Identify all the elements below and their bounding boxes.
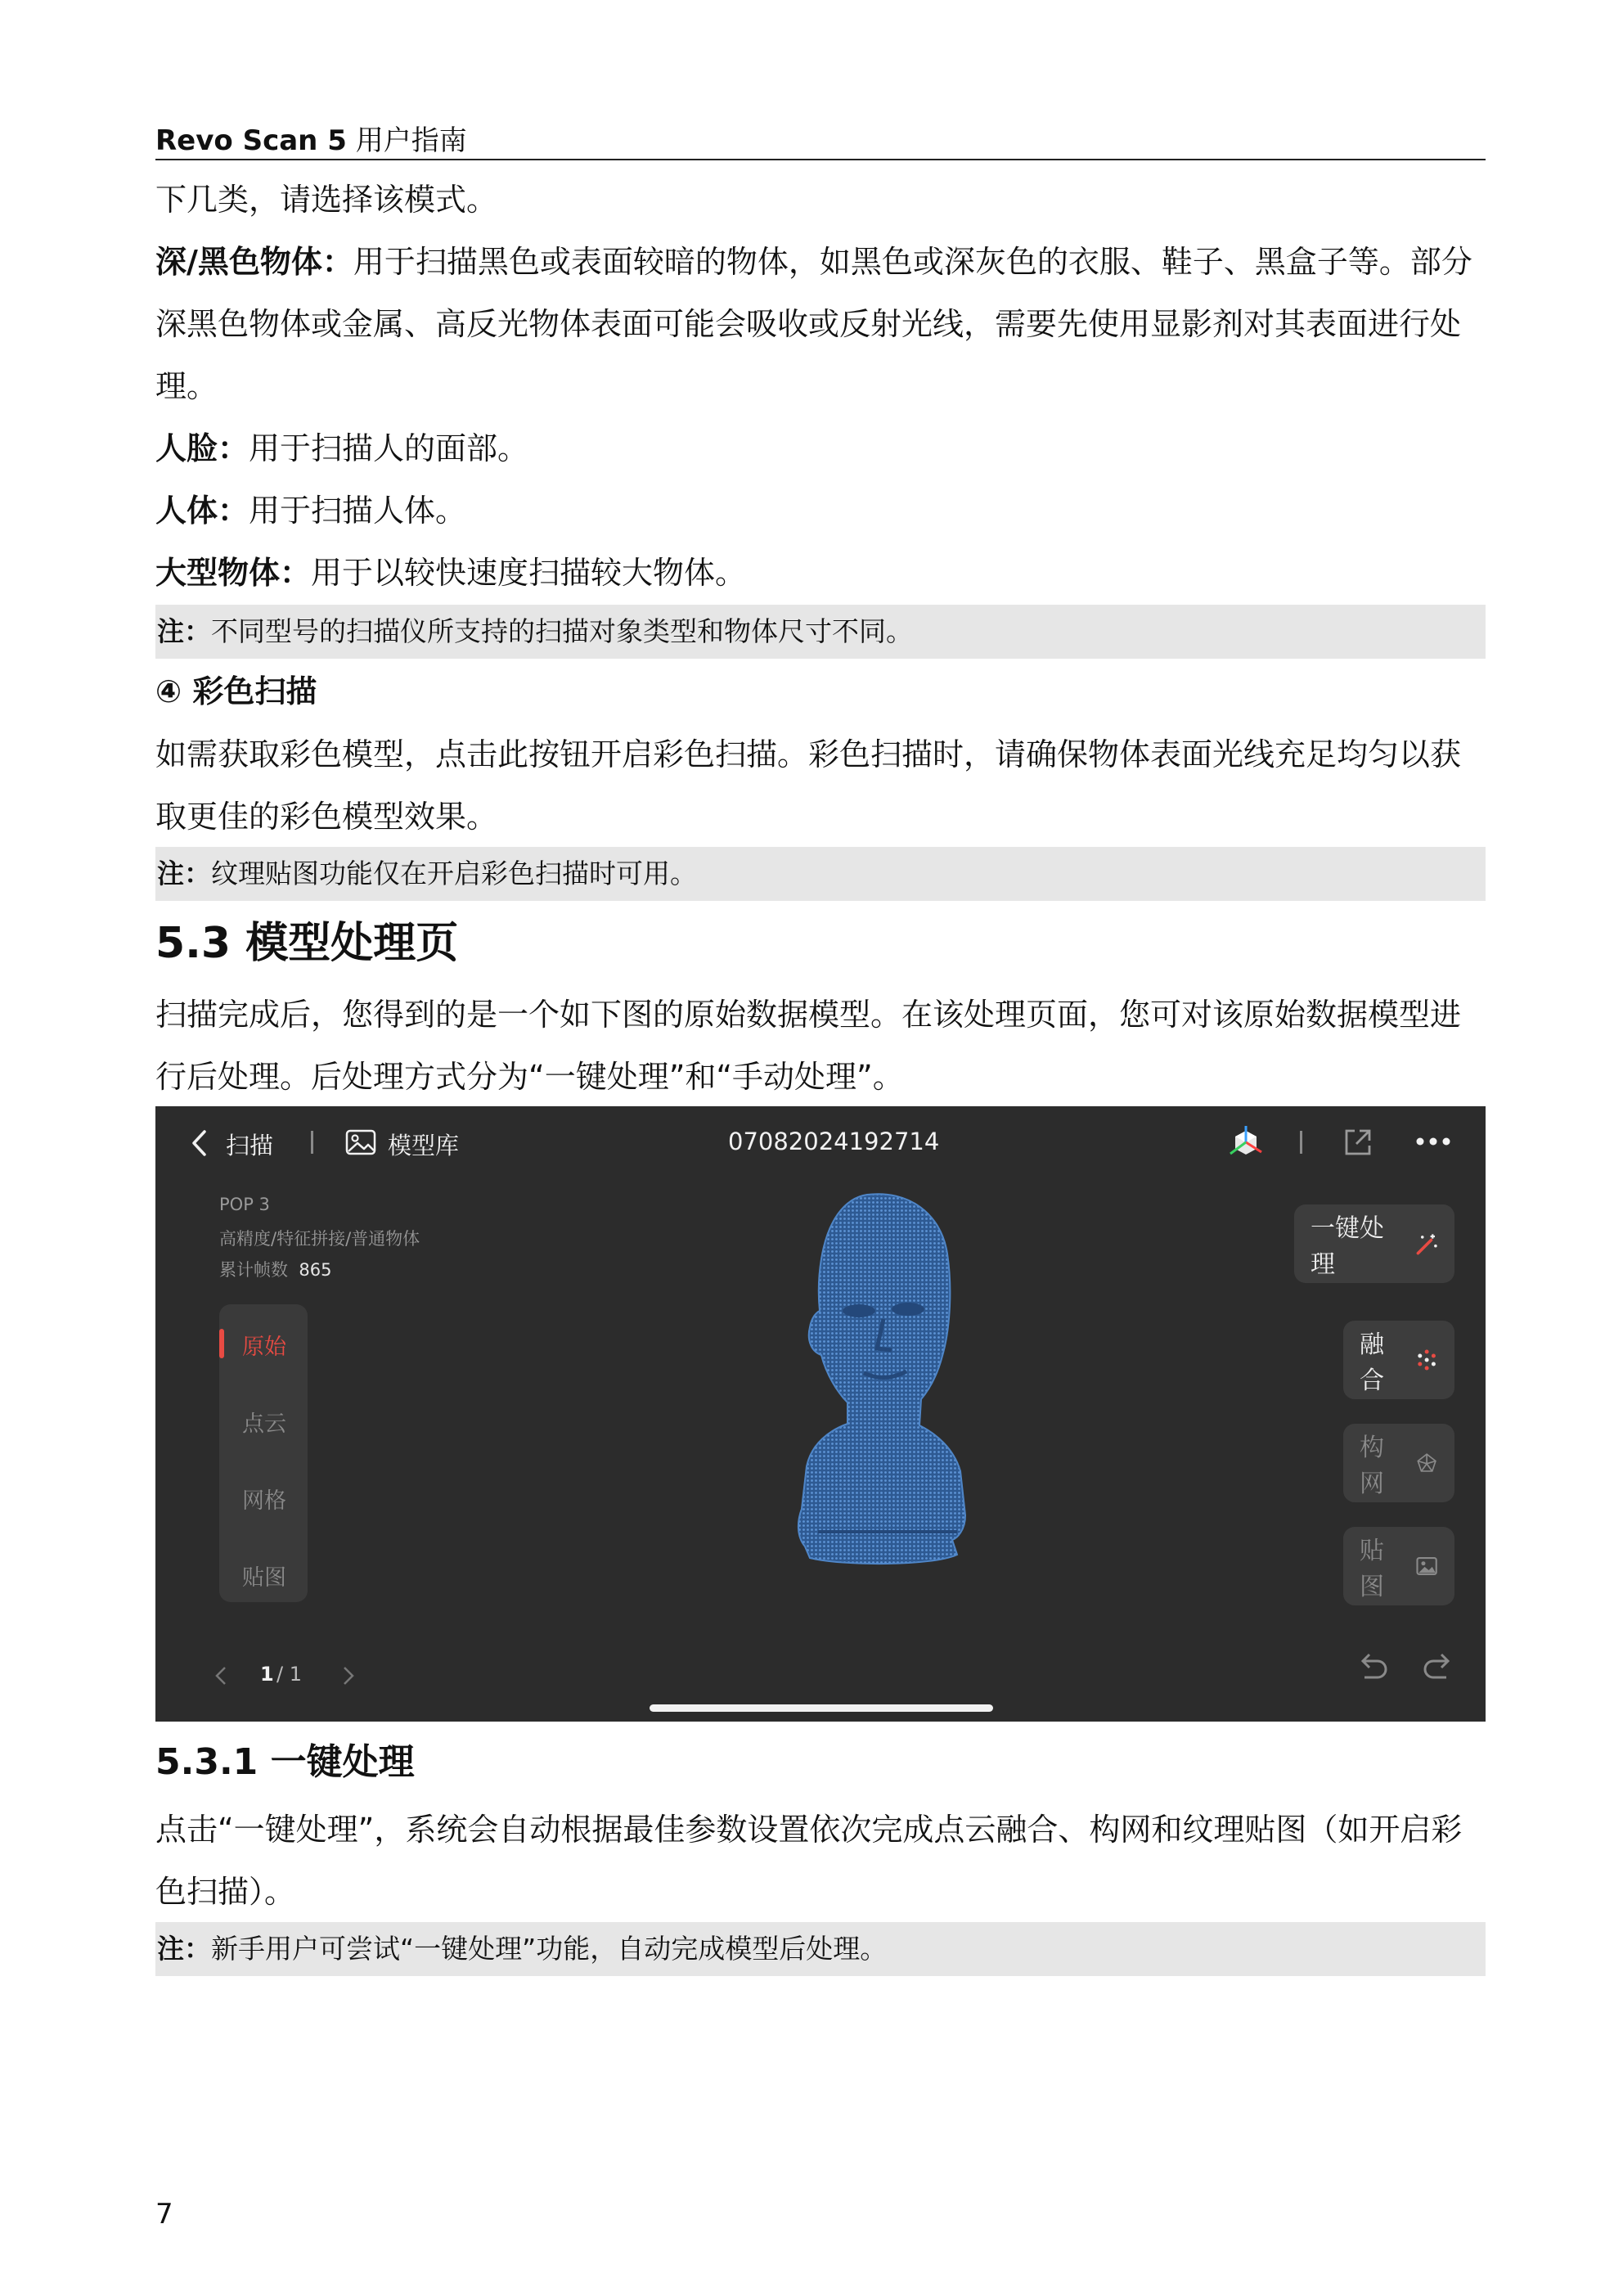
frame-count (219, 1257, 331, 1281)
undo-icon[interactable] (1356, 1650, 1391, 1684)
note-text: 不同型号的扫描仪所支持的扫描对象类型和物体尺寸不同。 (211, 615, 913, 647)
total-pages: / 1 (276, 1663, 302, 1686)
fuse-button[interactable] (1343, 1321, 1454, 1399)
image-texture-icon (1415, 1552, 1438, 1580)
note-texture (155, 847, 1486, 901)
axis-cube-icon[interactable] (1227, 1124, 1265, 1162)
header-doc-title: 用户指南 (355, 124, 467, 157)
face-label: 人脸： (155, 430, 250, 466)
heading-color-scan: ④ 彩色扫描 (155, 673, 317, 709)
fuse-label: 融合 (1360, 1330, 1384, 1395)
magic-wand-icon (1414, 1230, 1438, 1258)
paragraph-intro: 下几类，请选择该模式。 (155, 182, 498, 218)
paragraph-body (155, 479, 1486, 542)
model-processing-screenshot (155, 1106, 1486, 1722)
note-label: 注： (157, 615, 211, 647)
sidebar-item-point-cloud[interactable]: 点云 (242, 1411, 286, 1437)
next-page-icon[interactable] (342, 1666, 355, 1686)
device-name: POP 3 (219, 1195, 270, 1214)
model-id: 07082024192714 (728, 1128, 940, 1155)
mesh-button[interactable] (1343, 1424, 1454, 1502)
body-text: 用于扫描人体。 (249, 493, 467, 529)
gallery-icon[interactable] (345, 1129, 376, 1155)
page-header (155, 111, 1486, 160)
topbar-divider (1300, 1131, 1302, 1154)
sidebar-item-raw[interactable]: 原始 (242, 1335, 286, 1360)
frame-count-label: 累计帧数 (219, 1260, 288, 1280)
one-click-process-button[interactable] (1294, 1204, 1454, 1283)
mesh-label: 构网 (1360, 1434, 1384, 1498)
header-title (155, 118, 467, 158)
export-icon[interactable] (1342, 1126, 1374, 1159)
frame-count-value: 865 (299, 1260, 332, 1280)
back-chevron-icon[interactable] (190, 1129, 208, 1157)
fuse-dots-icon (1415, 1346, 1438, 1374)
section-heading: 5.3 模型处理页 (155, 919, 459, 968)
note-label: 注： (157, 1933, 211, 1965)
paragraph-one-click: 点击“一键处理”，系统会自动根据最佳参数设置依次完成点云融合、构网和纹理贴图（如开启彩色扫描）。 (155, 1812, 1463, 1910)
page-number: 7 (155, 2198, 173, 2231)
note-label: 注： (157, 858, 211, 889)
paragraph-dark-object (155, 231, 1486, 417)
face-text: 用于扫描人的面部。 (249, 430, 529, 466)
note-scanner-support (155, 605, 1486, 659)
paragraph-section-intro: 扫描完成后，您得到的是一个如下图的原始数据模型。在该处理页面，您可对该原始数据模型进行后处理。后处理方式分为“一键处理”和“手动处理”。 (155, 997, 1462, 1095)
home-indicator (650, 1704, 993, 1712)
note-beginner (155, 1922, 1486, 1976)
one-click-process-label: 一键处理 (1311, 1214, 1384, 1279)
view-mode-sidebar (219, 1304, 308, 1602)
dark-object-label: 深/黑色物体： (155, 244, 353, 280)
note-text: 新手用户可尝试“一键处理”功能，自动完成模型后处理。 (211, 1933, 888, 1965)
model-library-button-label[interactable]: 模型库 (388, 1132, 460, 1159)
mesh-network-icon (1415, 1449, 1438, 1477)
sidebar-item-mesh[interactable]: 网格 (242, 1488, 286, 1514)
texture-button[interactable] (1343, 1527, 1454, 1605)
redo-icon[interactable] (1420, 1650, 1454, 1684)
body-label: 人体： (155, 493, 250, 529)
paragraph-face (155, 417, 1486, 479)
texture-label: 贴图 (1360, 1537, 1384, 1601)
header-brand: Revo Scan 5 (155, 124, 347, 157)
large-object-text: 用于以较快速度扫描较大物体。 (311, 555, 747, 591)
topbar-divider (311, 1131, 313, 1154)
dark-object-text: 用于扫描黑色或表面较暗的物体，如黑色或深灰色的衣服、鞋子、黑盒子等。部分深黑色物体或金属、高反光物体表面可能会吸收或反射光线，需要先使用显影剂对其表面进行处理。 (155, 244, 1472, 404)
paragraph-color-scan: 如需获取彩色模型，点击此按钮开启彩色扫描。彩色扫描时，请确保物体表面光线充足均匀以获取更佳的彩色模型效果。 (155, 736, 1462, 835)
current-page: 1 (260, 1663, 274, 1686)
back-button-label[interactable]: 扫描 (226, 1132, 274, 1159)
more-options-icon[interactable] (1415, 1136, 1451, 1147)
paragraph-large-object (155, 542, 1486, 604)
large-object-label: 大型物体： (155, 555, 312, 591)
scanned-head-model[interactable] (769, 1188, 998, 1581)
note-text: 纹理贴图功能仅在开启彩色扫描时可用。 (211, 858, 697, 889)
scan-mode: 高精度/特征拼接/普通物体 (219, 1229, 420, 1249)
active-indicator (219, 1329, 224, 1358)
subsection-heading: 5.3.1 一键处理 (155, 1741, 415, 1783)
sidebar-item-texture[interactable]: 贴图 (242, 1565, 286, 1591)
prev-page-icon[interactable] (214, 1666, 227, 1686)
